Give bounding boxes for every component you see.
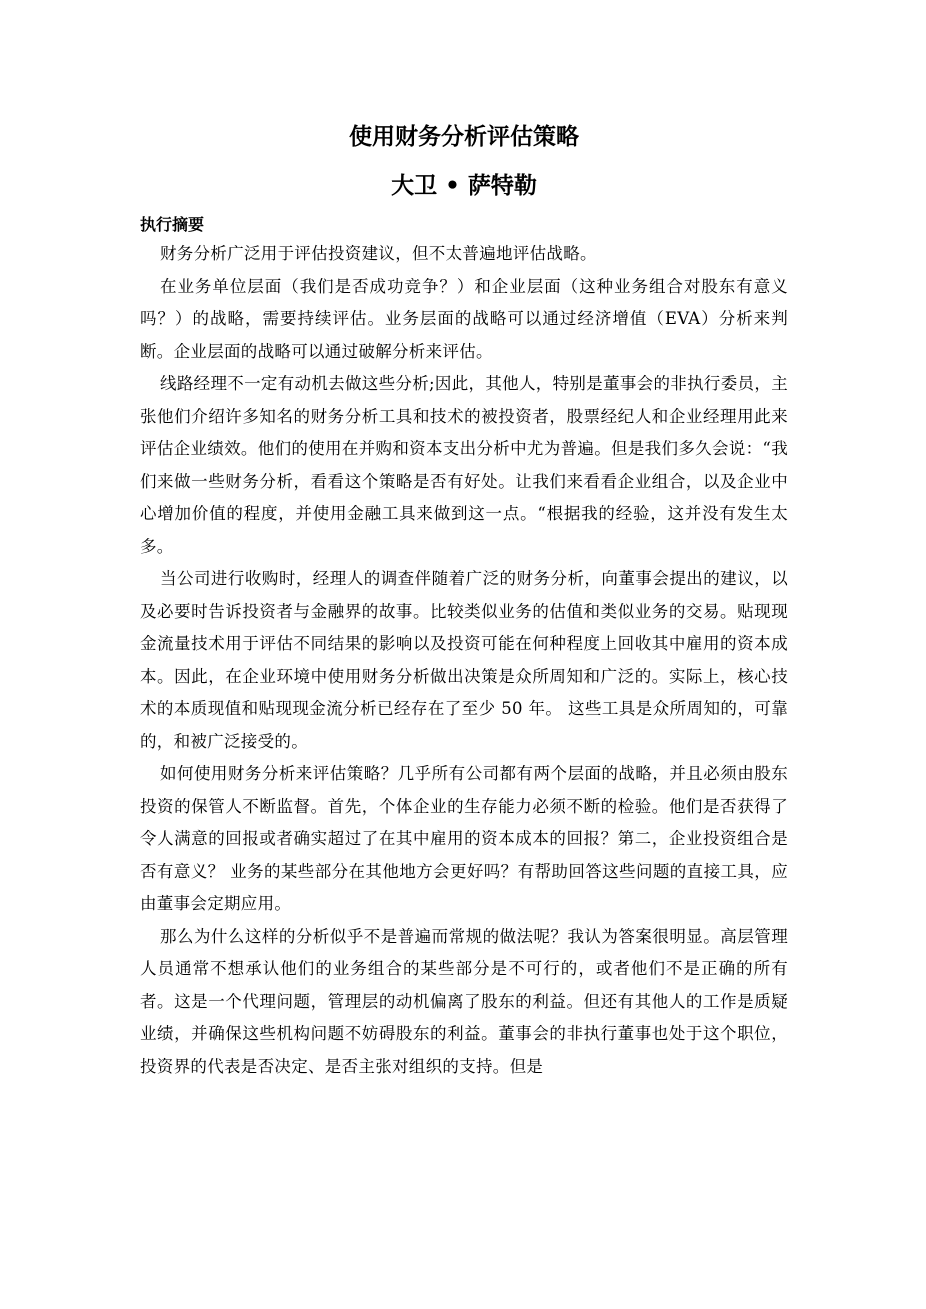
- paragraph: 线路经理不一定有动机去做这些分析;因此，其他人，特别是董事会的非执行委员，主张他们介绍许多知名的财务分析工具和技术的被投资者，股票经纪人和企业经理用此来评估企业绩效。他们的使用在并购和资本支出分析中尤为普遍。但是我们多久会说：“我们来做一些财务分析，看看这个策略是否有好处。让我们来看看企业组合，以及企业中心增加价值的程度，并使用金融工具来做到这一点。“根据我的经验，这并没有发生太多。: [140, 374, 788, 556]
- document-author: 大卫 • 萨特勒: [391, 173, 537, 199]
- paragraph: 那么为什么这样的分析似乎不是普遍而常规的做法呢？我认为答案很明显。高层管理人员通常不想承认他们的业务组合的某些部分是不可行的，或者他们不是正确的所有者。这是一个代理问题，管理层的动机偏离了股东的利益。但还有其他人的工作是质疑业绩，并确保这些机构问题不妨碍股东的利益。董事会的非执行董事也处于这个职位，投资界的代表是否决定、是否主张对组织的支持。但是: [140, 926, 788, 1076]
- document-page: [140, 118, 788, 1083]
- paragraph: 当公司进行收购时，经理人的调查伴随着广泛的财务分析，向董事会提出的建议，以及必要时告诉投资者与金融界的故事。比较类似业务的估值和类似业务的交易。贴现现金流量技术用于评估不同结果的影响以及投资可能在何种程度上回收其中雇用的资本成本。因此，在企业环境中使用财务分析做出决策是众所周知和广泛的。实际上，核心技术的本质现值和贴现现金流分析已经存在了至少 50 年。 这些工具是众所周知的，可靠的，和被广泛接受的。: [140, 569, 788, 751]
- paragraph: 财务分析广泛用于评估投资建议，但不太普遍地评估战略。: [160, 244, 597, 263]
- paragraph: 在业务单位层面（我们是否成功竞争？）和企业层面（这种业务组合对股东有意义吗？）的战略，需要持续评估。业务层面的战略可以通过经济增值（EVA）分析来判断。企业层面的战略可以通过破解分析来评估。: [140, 276, 788, 361]
- paragraph: 如何使用财务分析来评估策略？几乎所有公司都有两个层面的战略，并且必须由股东投资的保管人不断监督。首先，个体企业的生存能力必须不断的检验。他们是否获得了令人满意的回报或者确实超过了在其中雇用的资本成本的回报？第二，企业投资组合是否有意义？ 业务的某些部分在其他地方会更好吗？有帮助回答这些问题的直接工具，应由董事会定期应用。: [140, 764, 788, 913]
- document-title: 使用财务分析评估策略: [349, 124, 579, 150]
- section-heading-executive-summary: 执行摘要: [140, 215, 205, 234]
